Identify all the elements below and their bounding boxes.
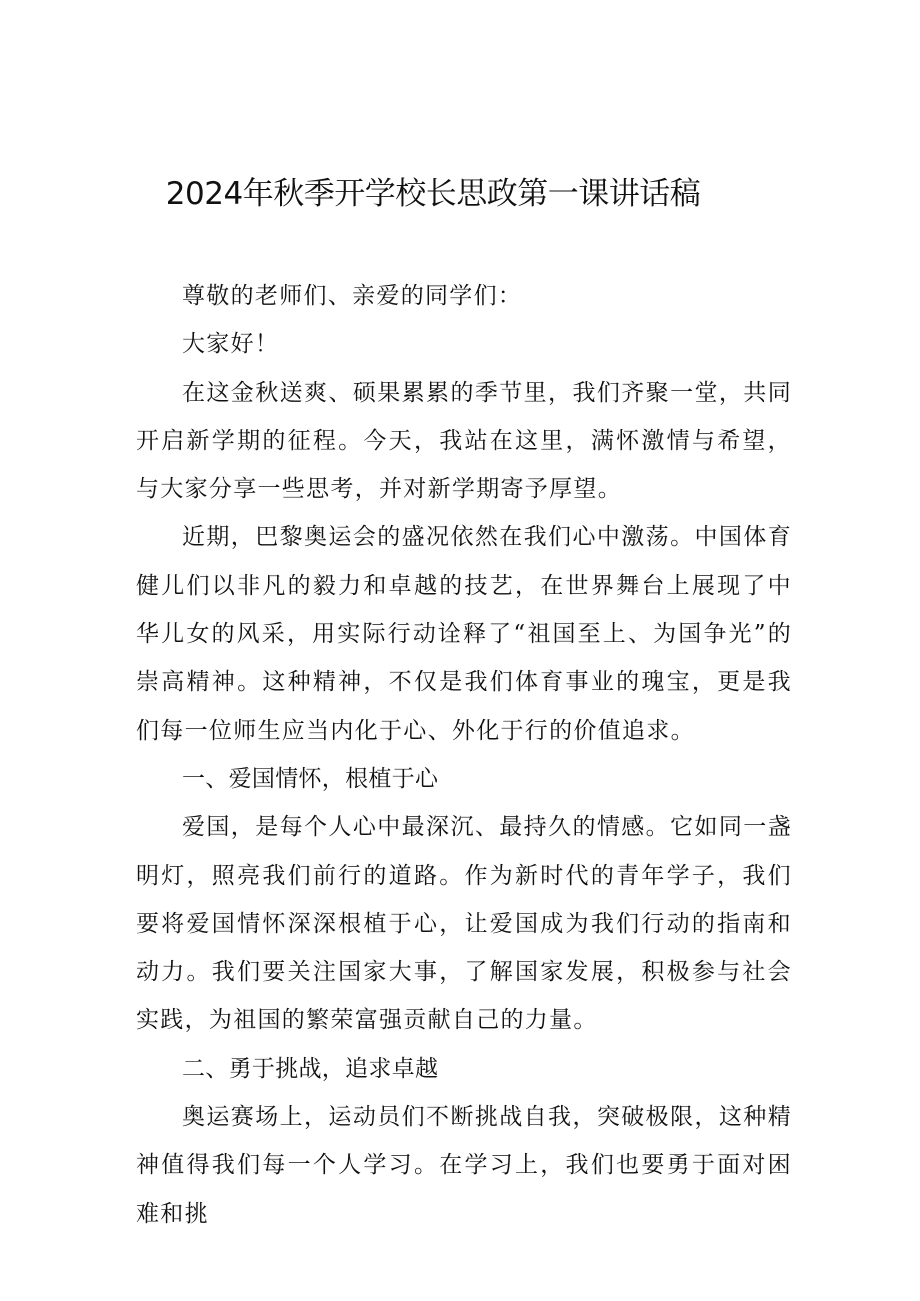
section-heading-patriotism: 一、爱国情怀，根植于心 [182, 765, 439, 792]
paragraph-opening: 在这金秋送爽、硕果累累的季节里，我们齐聚一堂，共同开启新学期的征程。今天，我站在这里，满怀激情与希望，与大家分享一些思考，并对新学期寄予厚望。 [136, 379, 792, 503]
document-body [136, 272, 792, 1238]
section-heading-challenge: 二、勇于挑战，追求卓越 [182, 1055, 439, 1082]
greeting: 大家好！ [182, 331, 280, 358]
paragraph-olympics: 近期，巴黎奥运会的盛况依然在我们心中激荡。中国体育健儿们以非凡的毅力和卓越的技艺，在世界舞台上展现了中华儿女的风采，用实际行动诠释了“祖国至上、为国争光”的崇高精神。这种精神，不仅是我们体育事业的瑰宝，更是我们每一位师生应当内化于心、外化于行的价值追求。 [136, 524, 792, 744]
paragraph-challenge: 奥运赛场上，运动员们不断挑战自我，突破极限，这种精神值得我们每一个人学习。在学习上，我们也要勇于面对困难和挑 [136, 1104, 792, 1227]
salutation: 尊敬的老师们、亲爱的同学们： [182, 283, 523, 309]
paragraph-patriotism: 爱国，是每个人心中最深沉、最持久的情感。它如同一盏明灯，照亮我们前行的道路。作为新时代的青年学子，我们要将爱国情怀深深根植于心，让爱国成为我们行动的指南和动力。我们要关注国家大事，了解国家发展，积极参与社会实践，为祖国的繁荣富强贡献自己的力量。 [136, 814, 792, 1034]
document-title: 2024年秋季开学校长思政第一课讲话稿 [165, 176, 701, 212]
